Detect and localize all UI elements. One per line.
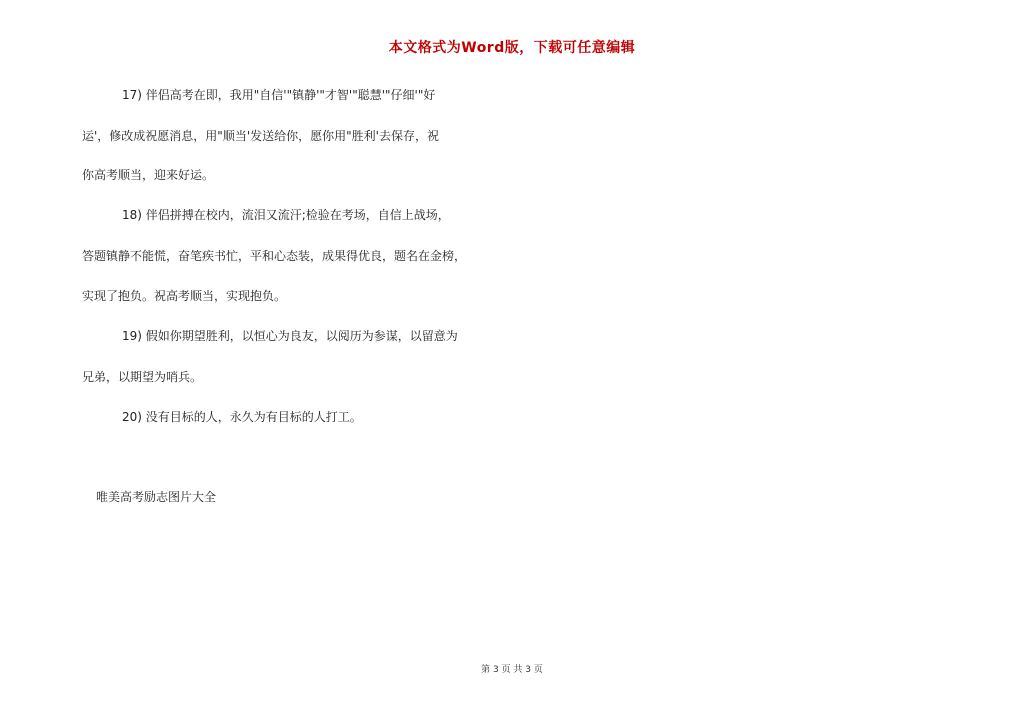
- page-footer: 第 3 页 共 3 页: [481, 665, 543, 675]
- paragraph-19-line-1: 19) 假如你期望胜利，以恒心为良友，以阅历为参谋，以留意为: [122, 329, 458, 343]
- paragraph-17-line-2: 运'，修改成祝愿消息，用"顺当'发送给你，愿你用"胜利'去保存，祝: [82, 129, 439, 143]
- paragraph-20-line-1: 20) 没有目标的人，永久为有目标的人打工。: [122, 410, 362, 424]
- paragraph-19-line-2: 兄弟，以期望为哨兵。: [82, 370, 203, 384]
- paragraph-17-line-3: 你高考顺当，迎来好运。: [82, 168, 215, 182]
- paragraph-18-line-2: 答题镇静不能慌，奋笔疾书忙，平和心态装，成果得优良，题名在金榜，: [82, 249, 467, 263]
- section-title: 唯美高考励志图片大全: [96, 490, 217, 504]
- paragraph-18-line-3: 实现了抱负。祝高考顺当，实现抱负。: [82, 289, 287, 303]
- paragraph-17-line-1: 17) 伴侣高考在即，我用"自信'"镇静'"才智'"聪慧'"仔细'"好: [122, 88, 436, 102]
- document-header-banner: 本文格式为Word版，下载可任意编辑: [388, 40, 636, 56]
- paragraph-18-line-1: 18) 伴侣拼搏在校内，流泪又流汗;检验在考场，自信上战场，: [122, 208, 450, 222]
